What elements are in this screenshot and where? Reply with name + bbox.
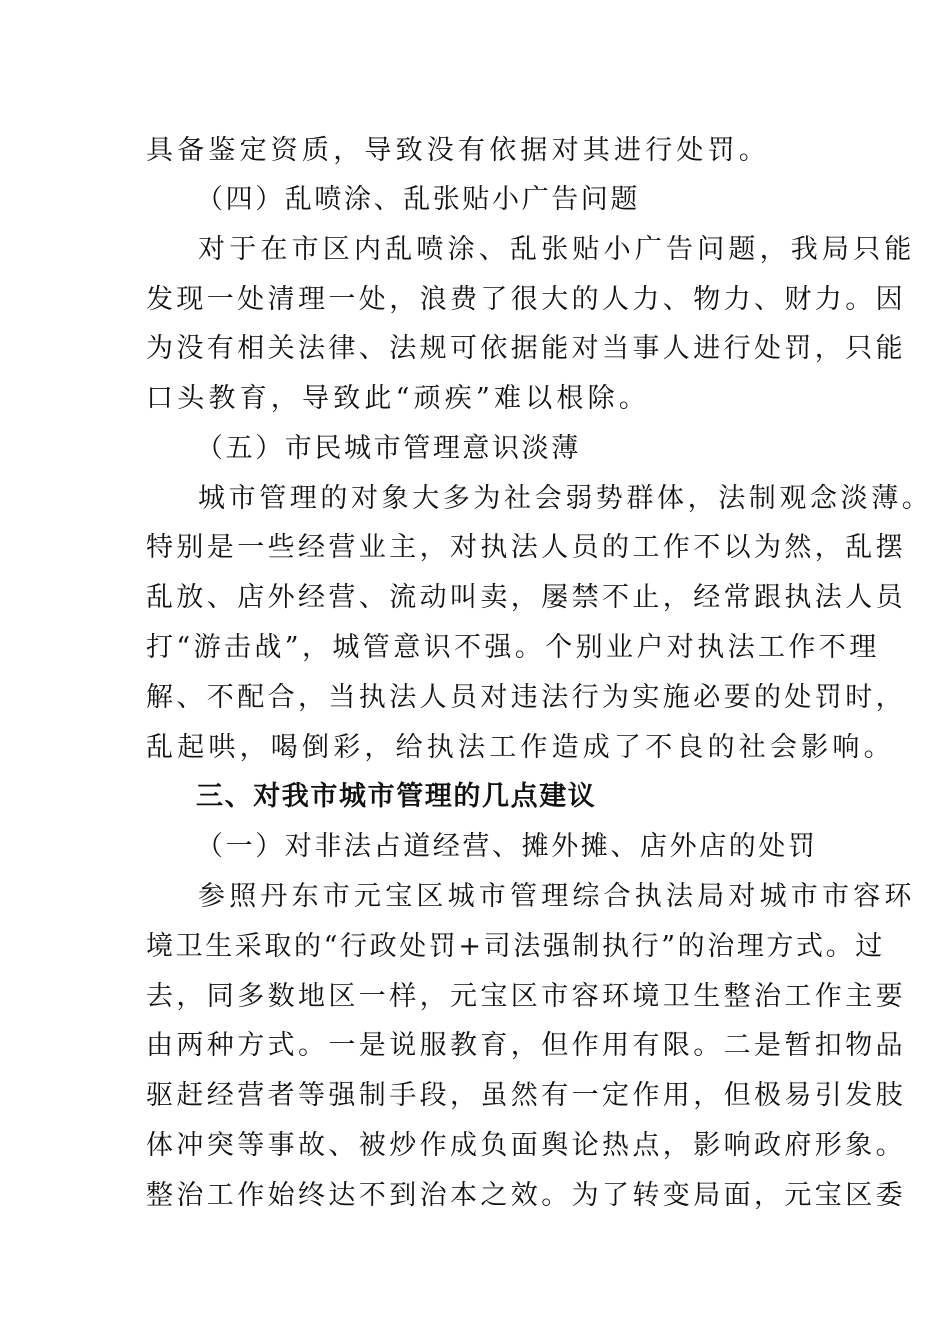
section-subheading: （一）对非法占道经营、摊外摊、店外店的处罚 <box>196 831 818 862</box>
paragraph-line: 对于在市区内乱喷涂、乱张贴小广告问题，我局只能 <box>198 234 916 265</box>
paragraph-line: 由两种方式。一是说服教育，但作用有限。二是暂扣物品 <box>146 1030 906 1061</box>
paragraph-line: 体冲突等事故、被炒作成负面舆论热点，影响政府形象。 <box>146 1130 906 1161</box>
section-heading: 三、对我市城市管理的几点建议 <box>196 781 597 812</box>
paragraph-line: 口头教育，导致此“顽疾”难以根除。 <box>146 383 651 414</box>
paragraph-line: 特别是一些经营业主，对执法人员的工作不以为然，乱摆 <box>146 532 906 563</box>
paragraph-line: 整治工作始终达不到治本之效。为了转变局面，元宝区委 <box>146 1180 906 1211</box>
paragraph-line: 具备鉴定资质，导致没有依据对其进行处罚。 <box>146 135 770 166</box>
paragraph-line: 为没有相关法律、法规可依据能对当事人进行处罚，只能 <box>146 333 906 364</box>
paragraph-line: 解、不配合，当执法人员对违法行为实施必要的处罚时， <box>146 682 906 713</box>
paragraph-line: 打“游击战”，城管意识不强。个别业户对执法工作不理 <box>146 632 880 663</box>
paragraph-line: 去，同多数地区一样，元宝区市容环境卫生整治工作主要 <box>146 981 906 1012</box>
paragraph-line: 乱起哄，喝倒彩，给执法工作造成了不良的社会影响。 <box>146 732 895 763</box>
paragraph-line: 境卫生采取的“行政处罚+司法强制执行”的治理方式。过 <box>146 931 885 962</box>
paragraph-line: 参照丹东市元宝区城市管理综合执法局对城市市容环 <box>198 881 916 912</box>
paragraph-line: 城市管理的对象大多为社会弱势群体，法制观念淡薄。 <box>198 483 933 514</box>
section-subheading: （四）乱喷涂、乱张贴小广告问题 <box>196 184 640 215</box>
section-subheading: （五）市民城市管理意识淡薄 <box>196 433 581 464</box>
paragraph-line: 发现一处清理一处，浪费了很大的人力、物力、财力。因 <box>146 284 906 315</box>
paragraph-line: 乱放、店外经营、流动叫卖，屡禁不止，经常跟执法人员 <box>146 582 906 613</box>
paragraph-line: 驱赶经营者等强制手段，虽然有一定作用，但极易引发肢 <box>146 1080 906 1111</box>
